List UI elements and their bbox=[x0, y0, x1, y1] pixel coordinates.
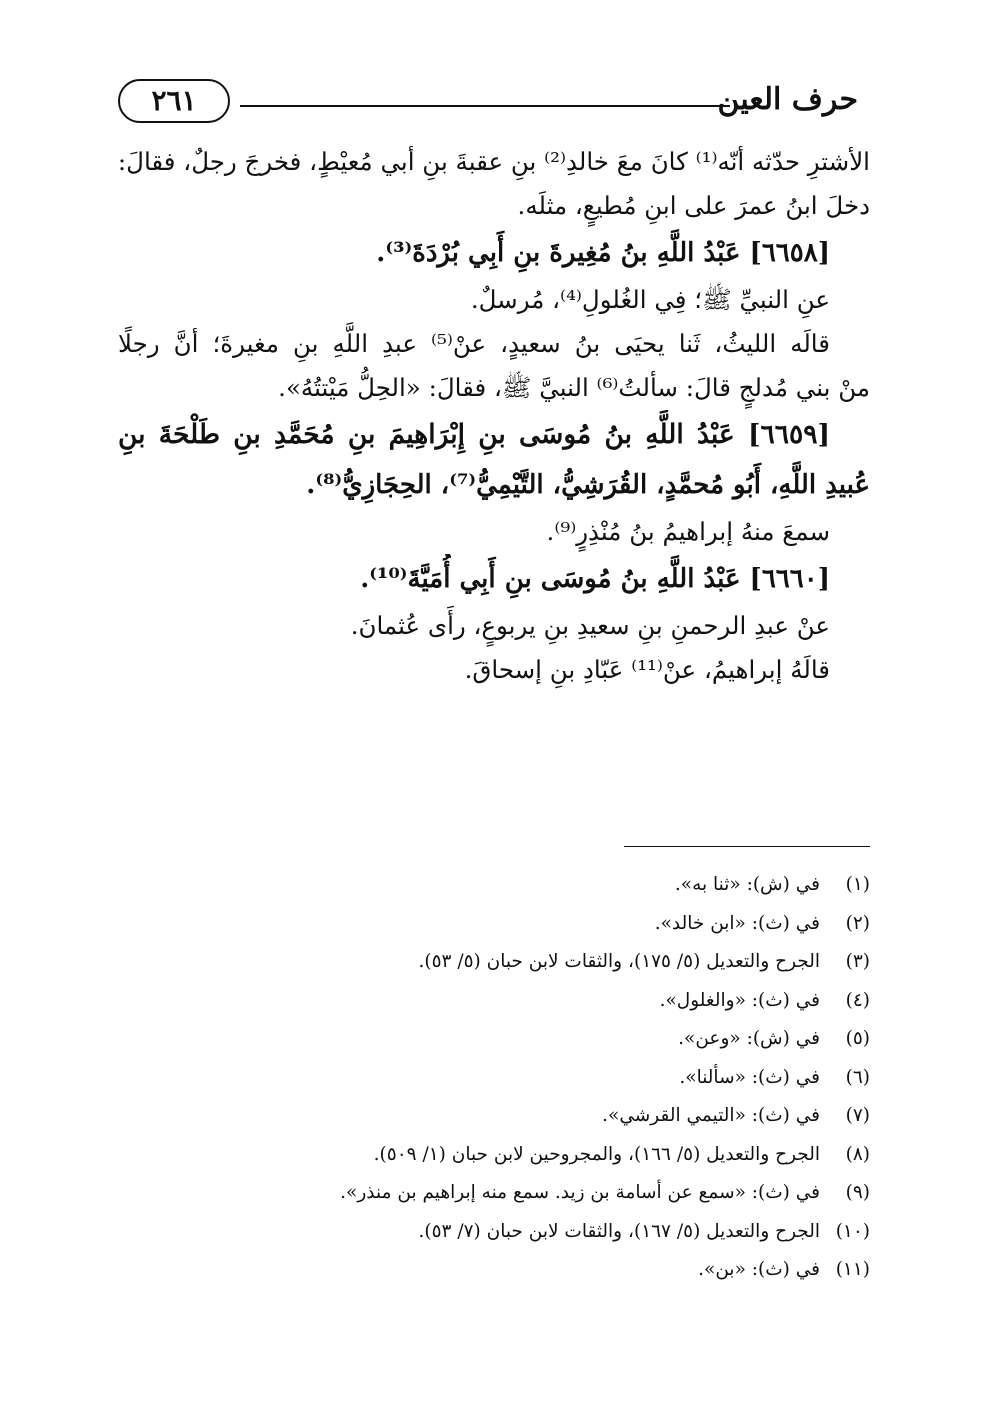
footnote-number: (٩) bbox=[845, 1182, 870, 1203]
footnote-item bbox=[118, 1213, 870, 1252]
footnotes bbox=[118, 866, 870, 1290]
footnote-number: (٢) bbox=[845, 912, 870, 934]
footnote-item bbox=[118, 866, 870, 905]
footnote-number: (٧) bbox=[845, 1105, 870, 1126]
entry-heading-6659-cont: عُبيدِ اللَّهِ، أَبُو مُحمَّدٍ، القُرَشِيُّ، التَّيْمِيُّ⁽⁷⁾، الحِجَازِيُّ⁽⁸⁾. bbox=[306, 470, 870, 500]
footnote-number: (١) bbox=[845, 874, 870, 895]
footnote-item bbox=[118, 1059, 870, 1098]
footnote-text: الجرح والتعديل (٥/ ١٧٥)، والثقات لابن حبان (٥/ ٥٣). bbox=[418, 951, 820, 972]
footnote-text: في (ش): «وعن». bbox=[678, 1028, 820, 1049]
footnote-text: الجرح والتعديل (٥/ ١٦٦)، والمجروحين لابن حبان (١/ ٥٠٩). bbox=[373, 1143, 820, 1165]
footnote-number: (٦) bbox=[845, 1066, 870, 1088]
text-line: عنْ عبدِ الرحمنِ بنِ سعيدِ بنِ يربوعٍ، رأَى عُثمانَ. bbox=[350, 611, 830, 640]
footnote-text: في (ث): «سألنا». bbox=[679, 1066, 820, 1088]
entry-heading-6659: [٦٦٥٩] عَبْدُ اللَّهِ بنُ مُوسَى بنِ إِبْرَاهِيمَ بنِ مُحَمَّدِ بنِ طَلْحَةَ بنِ bbox=[118, 419, 830, 450]
header-rule bbox=[240, 105, 730, 107]
footnote-number: (٤) bbox=[845, 989, 870, 1011]
text-line: منْ بني مُدلجٍ قالَ: سألتُ⁽⁶⁾ النبيَّ ﷺ، فقالَ: «الحِلُّ مَيْتتُهُ». bbox=[278, 373, 870, 402]
footnote-item bbox=[118, 1097, 870, 1136]
footnote-item bbox=[118, 982, 870, 1021]
running-title: حرف العين bbox=[717, 82, 858, 117]
footnote-text: في (ث): «سمع عن أسامة بن زيد. سمع منه إبراهيم بن منذر». bbox=[340, 1182, 820, 1203]
footnote-number: (٣) bbox=[845, 951, 870, 972]
text-line: قالَه الليثُ، ثَنا يحيَى بنُ سعيدٍ، عنْ⁽⁵⁾ عبدِ اللَّهِ بنِ مغيرةَ؛ أنَّ رجلًا bbox=[118, 329, 830, 358]
footnote-number: (٥) bbox=[845, 1028, 870, 1049]
text-line: سمعَ منهُ إبراهيمُ بنُ مُنْذِرٍ⁽⁹⁾. bbox=[546, 517, 830, 546]
page-number: ٢٦١ bbox=[118, 79, 230, 123]
footnote-item bbox=[118, 1251, 870, 1290]
footnote-item bbox=[118, 1020, 870, 1059]
footnote-number: (٨) bbox=[845, 1143, 870, 1165]
text-line: دخلَ ابنُ عمرَ على ابنِ مُطيعٍ، مثلَه. bbox=[517, 191, 870, 220]
footnote-text: في (ث): «والغلول». bbox=[659, 989, 820, 1011]
text-line: عنِ النبيِّ ﷺ؛ فِي الغُلولِ⁽⁴⁾، مُرسلٌ. bbox=[470, 285, 830, 314]
footnote-text: في (ث): «ابن خالد». bbox=[654, 912, 820, 934]
footnote-text: الجرح والتعديل (٥/ ١٦٧)، والثقات لابن حبان (٧/ ٥٣). bbox=[418, 1220, 820, 1242]
footnote-item bbox=[118, 1136, 870, 1175]
page-header bbox=[118, 76, 858, 132]
entry-heading-6658: [٦٦٥٨] عَبْدُ اللَّهِ بنُ مُغِيرةَ بنِ أَبِي بُرْدَةَ⁽³⁾. bbox=[376, 238, 830, 268]
footnote-item bbox=[118, 905, 870, 944]
footnote-text: في (ش): «ثنا به». bbox=[674, 874, 820, 895]
text-line: قالَهُ إبراهيمُ، عنْ⁽¹¹⁾ عَبّادِ بنِ إسحاقَ. bbox=[464, 655, 830, 684]
footnote-text: في (ث): «التيمي القرشي». bbox=[602, 1105, 820, 1126]
footnote-number: (١٠) bbox=[835, 1220, 870, 1242]
entry-heading-6660: [٦٦٦٠] عَبْدُ اللَّهِ بنُ مُوسَى بنِ أَبِي أُمَيَّةَ⁽¹⁰⁾. bbox=[360, 564, 830, 594]
text-line: الأشترِ حدّثه أنّه⁽¹⁾ كانَ معَ خالدِ⁽²⁾ بنِ عقبةَ بنِ أبي مُعيْطٍ، فخرجَ رجلٌ، فقالَ: bbox=[118, 147, 870, 176]
footnote-separator bbox=[624, 846, 870, 847]
body-text bbox=[118, 140, 870, 692]
footnote-number: (١١) bbox=[835, 1259, 870, 1280]
footnote-text: في (ث): «بن». bbox=[698, 1259, 820, 1280]
footnote-item bbox=[118, 943, 870, 982]
footnote-item bbox=[118, 1174, 870, 1213]
